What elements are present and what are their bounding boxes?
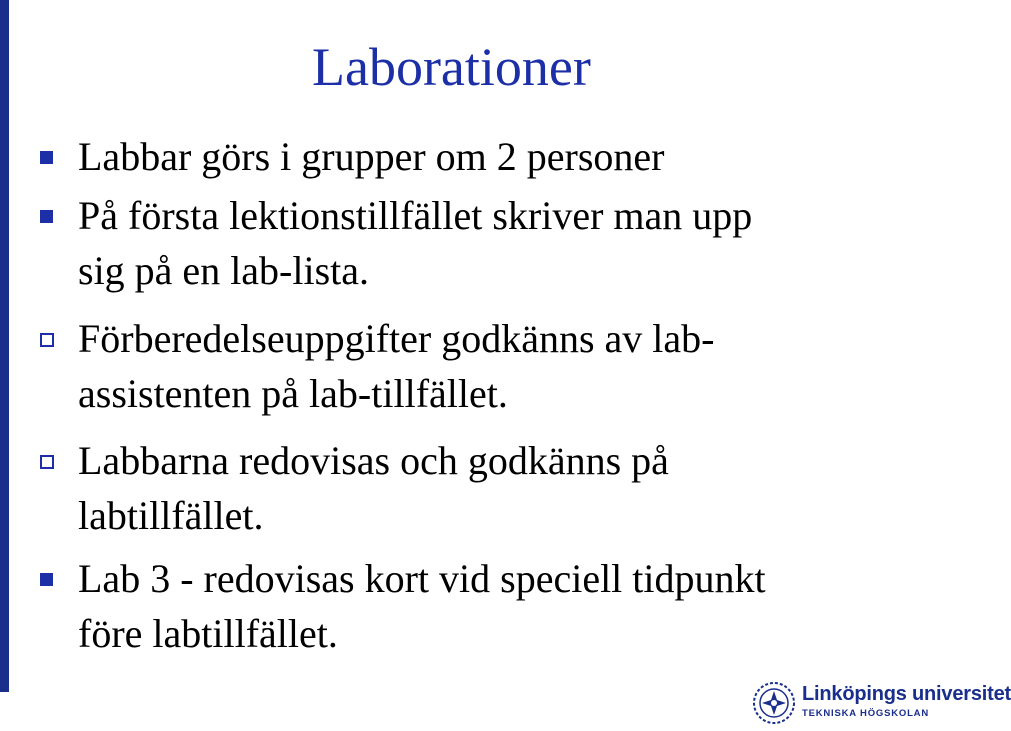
square-bullet-icon <box>40 210 53 223</box>
hollow-square-bullet-icon <box>40 333 54 347</box>
bullet-text-line: labtillfället. <box>78 493 264 538</box>
bullet-text-line: assistenten på lab-tillfället. <box>78 371 508 416</box>
bullet-text-line: På första lektionstillfället skriver man upp <box>78 193 753 238</box>
liu-emblem-icon <box>752 680 796 726</box>
bullet-text-line: Labbar görs i grupper om 2 personer <box>78 134 665 179</box>
left-accent-bar <box>0 0 9 692</box>
bullet-text-line: Lab 3 - redovisas kort vid speciell tidpunkt <box>78 556 766 601</box>
hollow-square-bullet-icon <box>40 455 54 469</box>
square-bullet-icon <box>40 151 53 164</box>
university-logo <box>752 680 1011 726</box>
bullet-text-line: sig på en lab-lista. <box>78 248 370 293</box>
bullet-text-line: före labtillfället. <box>78 611 338 656</box>
logo-name-text: Linköpings universitet <box>802 683 1011 705</box>
bullet-text-line: Labbarna redovisas och godkänns på <box>78 438 669 483</box>
logo-subtitle-text: TEKNISKA HÖGSKOLAN <box>802 708 929 719</box>
slide-title: Laborationer <box>312 37 591 97</box>
square-bullet-icon <box>40 573 53 586</box>
bullet-text-line: Förberedelseuppgifter godkänns av lab- <box>78 316 715 361</box>
